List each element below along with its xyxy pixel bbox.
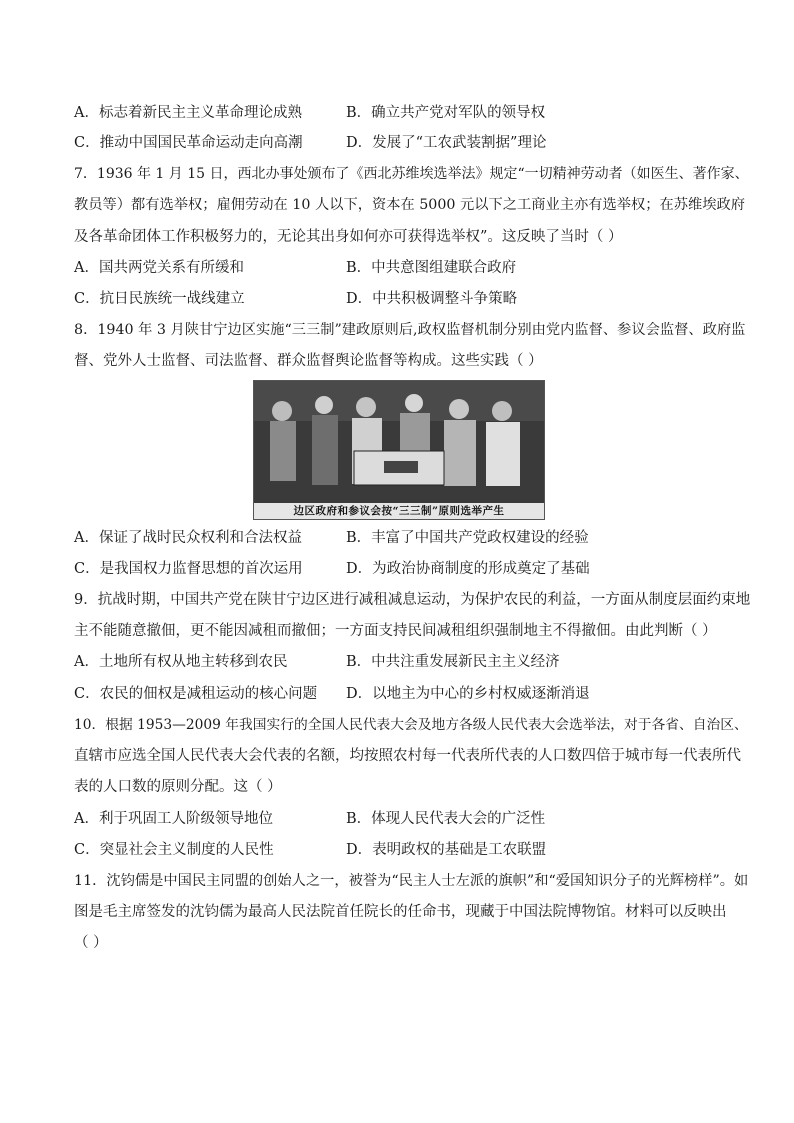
q9-option-c[interactable]: C．农民的佃权是减租运动的核心问题 — [74, 686, 318, 702]
photo-scene — [254, 381, 544, 503]
q6-option-a[interactable]: A．标志着新民主主义革命理论成熟 — [74, 105, 302, 121]
q8-stem-line-1: 8．1940 年 3 月陕甘宁边区实施“三三制”建政原则后,政权监督机制分别由党内监督、参议会监督、政府监 — [74, 322, 746, 338]
q7-stem-line-2: 教员等）都有选举权；雇佣劳动在 10 人以下，资本在 5000 元以下之工商业主亦有选举权；在苏维埃政府 — [74, 197, 746, 213]
photo-caption: 边区政府和参议会按“三三制”原则选举产生 — [254, 503, 544, 519]
q10-stem-line-3: 表的人口数的原则分配。这（ ） — [74, 779, 282, 795]
q8-option-a[interactable]: A．保证了战时民众权利和合法权益 — [74, 530, 302, 546]
q10-stem-line-2: 直辖市应选全国人民代表大会代表的名额，均按照农村每一代表所代表的人口数四倍于城市每一代表所代 — [74, 748, 741, 764]
q11-stem-line-2: 图是毛主席签发的沈钧儒为最高人民法院首任院长的任命书，现藏于中国法院博物馆。材料可以反映出 — [74, 904, 727, 920]
q10-option-a[interactable]: A．利于巩固工人阶级领导地位 — [74, 811, 273, 827]
q6-option-b[interactable]: B．确立共产党对军队的领导权 — [346, 105, 546, 121]
election-photo — [253, 380, 545, 520]
q7-stem-line-1: 7．1936 年 1 月 15 日，西北办事处颁布了《西北苏维埃选举法》规定“一切精神劳动者（如医生、著作家、 — [74, 166, 749, 182]
q9-stem-line-2: 主不能随意撤佃，更不能因减租而撤佃；一方面支持民间减租组织强制地主不得撤佃。由此判断（ ） — [74, 623, 717, 639]
q9-option-d[interactable]: D．以地主为中心的乡村权威逐渐消退 — [346, 686, 590, 702]
q7-option-a[interactable]: A．国共两党关系有所缓和 — [74, 260, 244, 276]
q9-option-a[interactable]: A．土地所有权从地主转移到农民 — [74, 654, 288, 670]
q8-option-c[interactable]: C．是我国权力监督思想的首次运用 — [74, 561, 303, 577]
q11-stem-line-3: （ ） — [74, 935, 108, 951]
q10-option-d[interactable]: D．表明政权的基础是工农联盟 — [346, 842, 547, 858]
q6-option-d[interactable]: D．发展了“工农武装割据”理论 — [346, 135, 547, 151]
q8-stem-line-2: 督、党外人士监督、司法监督、群众监督舆论监督等构成。这些实践（ ） — [74, 353, 543, 369]
q10-stem-line-1: 10．根据 1953—2009 年我国实行的全国人民代表大会及地方各级人民代表大会选举法，对于各省、自治区、 — [74, 717, 748, 733]
q7-option-c[interactable]: C．抗日民族统一战线建立 — [74, 291, 245, 307]
q9-stem-line-1: 9．抗战时期，中国共产党在陕甘宁边区进行减租减息运动，为保护农民的利益，一方面从制度层面约束地 — [74, 592, 751, 608]
q9-option-b[interactable]: B．中共注重发展新民主主义经济 — [346, 654, 560, 670]
q10-option-c[interactable]: C．突显社会主义制度的人民性 — [74, 842, 274, 858]
q7-option-d[interactable]: D．中共积极调整斗争策略 — [346, 291, 518, 307]
q7-option-b[interactable]: B．中共意图组建联合政府 — [346, 260, 517, 276]
q8-option-b[interactable]: B．丰富了中国共产党政权建设的经验 — [346, 530, 589, 546]
q11-stem-line-1: 11．沈钧儒是中国民主同盟的创始人之一，被誉为“民主人士左派的旗帜”和“爱国知识分子的光辉榜样”。如 — [74, 873, 749, 889]
q6-option-c[interactable]: C．推动中国国民革命运动走向高潮 — [74, 135, 303, 151]
q7-stem-line-3: 及各革命团体工作积极努力的，无论其出身如何亦可获得选举权”。这反映了当时（ ） — [74, 229, 623, 245]
q8-option-d[interactable]: D．为政治协商制度的形成奠定了基础 — [346, 561, 590, 577]
q10-option-b[interactable]: B．体现人民代表大会的广泛性 — [346, 811, 546, 827]
